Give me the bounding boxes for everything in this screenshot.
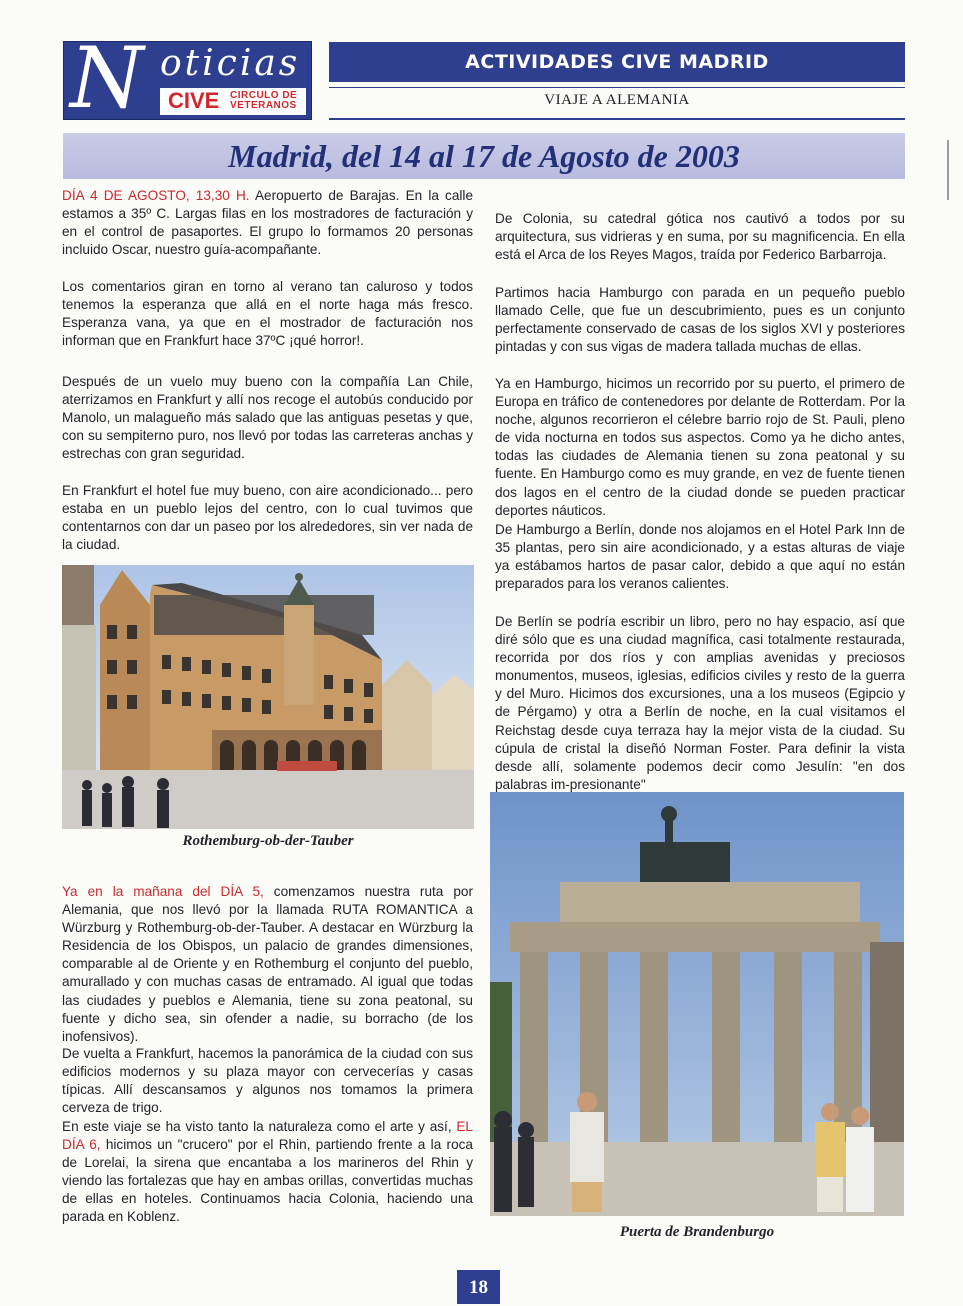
paragraph-flight: Después de un vuelo muy bueno con la compañía Lan Chile, aterrizamos en Frankfurt y allí nos recoge el autobús conducido por Manolo, un malagueño más salado que las antiguas pesetas y que, con su sempiterno puro, nos llevó por todas las carreteras anchas y estrechas con gran seguridad.: [62, 374, 473, 462]
section-banner: ACTIVIDADES CIVE MADRID: [329, 42, 905, 82]
header-rule-bottom: [329, 118, 905, 120]
logo-brand: CIVE: [168, 88, 220, 113]
brandenburg-photo-illustration: [490, 792, 904, 1216]
paragraph-berlin-hotel: De Hamburgo a Berlín, donde nos alojamos en el Hotel Park Inn de 35 plantas, pero sin aire acondicionado, y a estas alturas de viaje ya estábamos hartos de pasar calor, debido a que aquí no están preparados para los veranos calientes.: [495, 522, 905, 592]
brandenburg-caption: Puerta de Brandenburgo: [619, 1224, 775, 1240]
logo-org-line2: VETERANOS: [230, 100, 297, 111]
paragraph-frankfurt-hotel: En Frankfurt el hotel fue muy bueno, con aire acondicionado... pero estaba en un pueblo lejos del centro, con lo cual tuvimos que contentarnos con dar un paseo por los alrededores, sin ver nada de la ciudad.: [62, 483, 473, 553]
logo-org-line1: CIRCULO DE: [230, 90, 298, 101]
page-number: 18: [457, 1270, 500, 1304]
day6-highlight: EL DÍA 6,: [62, 1119, 473, 1153]
logo-subplate: [160, 88, 306, 115]
paragraph-day5: [62, 883, 473, 1046]
paragraph-hamburgo: Ya en Hamburgo, hicimos un recorrido por su puerto, el primero de Europa en tráfico de contenedores por delante de Rotterdam. Por la noche, algunos recorrieron el célebre barrio rojo de St. Pauli, pleno de vida nocturna en todos sus aspectos. Como ya he dicho antes, todas las ciudades de Alemania tienen su zona peatonal y su fuente. En Hamburgo como es muy grande, en vez de fuente tienen dos lagos en el centro de la ciudad donde se pueden practicar deportes náuticos.: [495, 376, 905, 518]
noticias-cive-logo: [63, 29, 312, 127]
logo-org: [230, 91, 297, 111]
header-rule-top: [329, 87, 905, 88]
brandenburg-photo: [490, 792, 904, 1216]
paragraph-day4: [62, 187, 473, 259]
day4-text: Aeropuerto de Barajas. En la calle estamos a 35º C. Largas filas en los mostradores de facturación y en el control de pasaportes. El grupo lo formamos 20 personas incluido Oscar, nuestro guía-acompañante.: [62, 188, 473, 258]
day4-highlight: DÍA 4 DE AGOSTO, 13,30 H.: [62, 188, 250, 203]
day5-highlight: Ya en la mañana del DÍA 5,: [62, 884, 264, 899]
logo-word: oticias: [160, 43, 301, 84]
day6-after: hicimos un "crucero" por el Rhin, partiendo frente a la roca de Lorelai, la sirena que encantaba a los marineros del Rhin y viendo las fortalezas que hay en ambas orillas, convertidas muchas de ellas en hoteles. Continuamos hacia Colonia, haciendo una parada en Koblenz.: [62, 1137, 473, 1225]
date-title: Madrid, del 14 al 17 de Agosto de 2003: [228, 138, 740, 174]
paragraph-colonia: De Colonia, su catedral gótica nos cautivó a todos por su arquitectura, sus vidrieras y en suma, por su magnificencia. En ella está el Arca de los Reyes Magos, traída por Federico Barbarroja.: [495, 211, 905, 263]
paragraph-berlin: De Berlín se podría escribir un libro, pero no hay espacio, así que diré sólo que es una ciudad magnífica, casi totalmente restaurada, recorrida por dos ríos y con amplias avenidas y preciosos monumentos, museos, iglesias, edificios civiles y resto de la guerra y del Muro. Hicimos dos excursiones, una a los museos (Egipcio y de Pérgamo) y otra a Berlín de noche, en la cual visitamos el Reichstag desde cuya terraza hay la mejor vista de la ciudad. Su cúpula de cristal la diseñó Norman Foster. Para definir la vista desde allí, solamente podemos decir como Jesulín: "en dos palabras im-presionante": [495, 614, 905, 792]
page-edge-mark: [947, 140, 949, 200]
paragraph-celle: Partimos hacia Hamburgo con parada en un pequeño pueblo llamado Celle, que fue un descubrimiento, pues es un conjunto perfectamente conservado de casas de los siglos XVI y posteriores pintadas y con sus vigas de madera tallada muchas de ellas.: [495, 285, 905, 355]
date-title-bar: [63, 133, 905, 179]
paragraph-day6: [62, 1118, 473, 1227]
rothenburg-caption: Rothemburg-ob-der-Tauber: [182, 833, 354, 849]
day5-text: comenzamos nuestra ruta por Alemania, que nos llevó por la llamada RUTA ROMANTICA a Würzburg y Rothemburg-ob-der-Tauber. A destacar en Würzburg la Residencia de los Obispos, un palacio de grandes dimensiones, comparable al de Oriente y en Rothemburg el conjunto del pueblo, amurallado y con muchas casas de entramado. Al igual que todas las ciudades y pueblos e Alemania, tiene su zona peatonal, su fuente y dicho sea, sin ofender a nadie, su borracho (de los inofensivos).: [62, 884, 473, 1044]
day6-before: En este viaje se ha visto tanto la naturaleza como el arte y así,: [62, 1119, 457, 1134]
rothenburg-photo-illustration: [62, 565, 474, 829]
section-subtitle: VIAJE A ALEMANIA: [544, 92, 690, 108]
paragraph-frankfurt-return: De vuelta a Frankfurt, hacemos la panorámica de la ciudad con sus edificios modernos y su plaza mayor con cervecerías y casas típicas. Allí descansamos y algunos nos tomamos la primera cerveza de trigo.: [62, 1046, 473, 1116]
logo-initial: N: [70, 29, 144, 127]
paragraph-heat: Los comentarios giran en torno al verano tan caluroso y todos tenemos la esperanza que allá en el norte haga más fresco. Esperanza vana, ya que en el mostrador de facturación nos informan que en Frankfurt hace 37ºC ¡qué horror!.: [62, 279, 473, 349]
rothenburg-photo: [62, 565, 474, 829]
